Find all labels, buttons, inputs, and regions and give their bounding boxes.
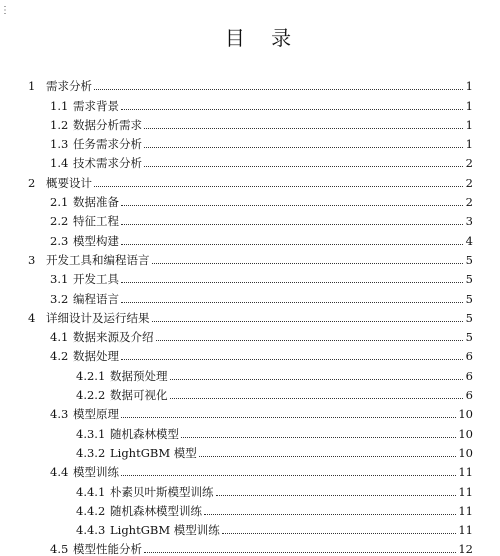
- toc-entry-page-number: 2: [465, 175, 473, 190]
- toc-entry-number: 2.3: [50, 233, 69, 248]
- toc-entry-title: 模型原理: [73, 407, 119, 422]
- toc-entry[interactable]: [28, 132, 473, 151]
- toc-entry[interactable]: [28, 306, 473, 325]
- toc-entry-number: 4.4: [50, 465, 69, 480]
- toc-entry-page-number: 4: [465, 233, 473, 248]
- toc-entry-title: 概要设计: [46, 175, 92, 190]
- toc-entry-page-number: 5: [465, 310, 473, 325]
- toc-entry-page-number: 2: [465, 156, 473, 171]
- toc-entry-number: 4.5: [50, 542, 69, 556]
- toc-entry-number: 4.1: [50, 330, 69, 345]
- toc-entry-number: 4.3.1: [76, 426, 106, 441]
- toc-entry-title: 任务需求分析: [73, 137, 142, 152]
- toc-entry-page-number: 11: [458, 465, 473, 480]
- toc-dot-leader: [170, 379, 464, 380]
- toc-entry-number: 4.4.1: [76, 484, 106, 499]
- toc-dot-leader: [121, 282, 463, 283]
- toc-entry[interactable]: [28, 383, 473, 402]
- toc-entry[interactable]: [28, 151, 473, 170]
- toc-entry-title: 特征工程: [73, 214, 119, 229]
- toc-dot-leader: [121, 417, 456, 418]
- toc-entry-number: 1: [28, 79, 36, 94]
- toc-dot-leader: [216, 495, 457, 496]
- toc-dot-leader: [94, 186, 463, 187]
- toc-entry[interactable]: [28, 93, 473, 112]
- toc-entry-page-number: 1: [465, 117, 473, 132]
- toc-entry-title: 随机森林模型训练: [110, 503, 202, 518]
- toc-entry-page-number: 6: [465, 388, 473, 403]
- toc-entry-number: 1.4: [50, 156, 69, 171]
- toc-entry-title: 数据准备: [73, 195, 119, 210]
- toc-entry-title: 编程语言: [73, 291, 119, 306]
- toc-entry-number: 4.3: [50, 407, 69, 422]
- toc-entry-title: 数据处理: [73, 349, 119, 364]
- toc-entry-number: 3.1: [50, 272, 69, 287]
- toc-entry[interactable]: [28, 228, 473, 247]
- toc-entry-page-number: 11: [458, 503, 473, 518]
- toc-entry-number: 3: [28, 252, 36, 267]
- toc-entry-title: 开发工具和编程语言: [46, 252, 150, 267]
- toc-entry[interactable]: [28, 441, 473, 460]
- toc-dot-leader: [121, 109, 463, 110]
- toc-list: [28, 74, 473, 556]
- toc-entry-page-number: 12: [458, 542, 473, 556]
- toc-entry[interactable]: [28, 286, 473, 305]
- toc-entry[interactable]: [28, 402, 473, 421]
- toc-entry-title: 数据来源及介绍: [73, 330, 154, 345]
- toc-dot-leader: [156, 340, 464, 341]
- toc-entry-number: 2.2: [50, 214, 69, 229]
- toc-dot-leader: [144, 147, 463, 148]
- toc-entry[interactable]: [28, 267, 473, 286]
- toc-entry[interactable]: [28, 74, 473, 93]
- toc-entry[interactable]: [28, 499, 473, 518]
- toc-entry-title: 随机森林模型: [110, 426, 179, 441]
- toc-entry-page-number: 3: [465, 214, 473, 229]
- toc-entry[interactable]: [28, 518, 473, 537]
- toc-entry-title: 模型性能分析: [73, 542, 142, 556]
- toc-dot-leader: [121, 205, 463, 206]
- toc-entry[interactable]: [28, 479, 473, 498]
- toc-entry[interactable]: [28, 113, 473, 132]
- toc-entry-page-number: 5: [465, 330, 473, 345]
- toc-entry-number: 1.1: [50, 98, 69, 113]
- toc-entry-number: 4.4.3: [76, 523, 106, 538]
- toc-dot-leader: [121, 359, 463, 360]
- toc-entry-title: 需求分析: [46, 79, 92, 94]
- toc-entry-page-number: 5: [465, 252, 473, 267]
- toc-entry-page-number: 6: [465, 349, 473, 364]
- toc-entry-page-number: 2: [465, 195, 473, 210]
- toc-entry-page-number: 6: [465, 368, 473, 383]
- toc-entry-page-number: 10: [458, 426, 473, 441]
- toc-entry-page-number: 5: [465, 272, 473, 287]
- toc-entry-title: 技术需求分析: [73, 156, 142, 171]
- toc-dot-leader: [170, 398, 464, 399]
- toc-dot-leader: [121, 244, 463, 245]
- toc-dot-leader: [204, 514, 456, 515]
- toc-dot-leader: [144, 552, 456, 553]
- toc-entry-title: 数据分析需求: [73, 117, 142, 132]
- toc-entry-title: 朴素贝叶斯模型训练: [110, 484, 214, 499]
- toc-entry-number: 2.1: [50, 195, 69, 210]
- toc-dot-leader: [121, 224, 463, 225]
- toc-dot-leader: [152, 321, 464, 322]
- toc-dot-leader: [94, 89, 463, 90]
- toc-entry-number: 4.2.1: [76, 368, 106, 383]
- toc-entry-number: 4.3.2: [76, 445, 106, 460]
- toc-title: 目 录: [224, 26, 302, 50]
- toc-entry-page-number: 11: [458, 523, 473, 538]
- toc-entry-title: 开发工具: [73, 272, 119, 287]
- toc-entry-number: 2: [28, 175, 36, 190]
- toc-entry-title: 数据预处理: [110, 368, 168, 383]
- toc-entry-title: LightGBM 模型训练: [110, 523, 220, 538]
- toc-entry[interactable]: [28, 209, 473, 228]
- toc-entry[interactable]: [28, 344, 473, 363]
- toc-dot-leader: [152, 263, 464, 264]
- toc-dot-leader: [144, 128, 463, 129]
- toc-entry-number: 1.3: [50, 137, 69, 152]
- toc-entry-number: 4.2: [50, 349, 69, 364]
- toc-entry[interactable]: [28, 421, 473, 440]
- toc-entry[interactable]: [28, 537, 473, 556]
- toc-dot-leader: [121, 302, 463, 303]
- toc-entry-page-number: 1: [465, 137, 473, 152]
- toc-entry[interactable]: [28, 363, 473, 382]
- toc-entry-number: 4.4.2: [76, 503, 106, 518]
- toc-entry-number: 1.2: [50, 117, 69, 132]
- toc-entry[interactable]: [28, 460, 473, 479]
- toc-entry-number: 4: [28, 310, 36, 325]
- toc-entry-page-number: 10: [458, 407, 473, 422]
- toc-entry-title: LightGBM 模型: [110, 445, 197, 460]
- toc-entry-title: 数据可视化: [110, 388, 168, 403]
- toc-entry-title: 详细设计及运行结果: [46, 310, 150, 325]
- toc-entry-title: 需求背景: [73, 98, 119, 113]
- toc-dot-leader: [199, 456, 457, 457]
- toc-dot-leader: [222, 533, 457, 534]
- toc-entry[interactable]: [28, 248, 473, 267]
- toc-entry-page-number: 1: [465, 98, 473, 113]
- toc-entry-page-number: 1: [465, 79, 473, 94]
- toc-entry[interactable]: [28, 170, 473, 189]
- toc-entry[interactable]: [28, 190, 473, 209]
- toc-dot-leader: [181, 437, 456, 438]
- toc-entry-page-number: 5: [465, 291, 473, 306]
- toc-entry-number: 3.2: [50, 291, 69, 306]
- toc-entry-number: 4.2.2: [76, 388, 106, 403]
- toc-entry-page-number: 11: [458, 484, 473, 499]
- page-corner-mark: ⋮: [0, 5, 10, 16]
- toc-dot-leader: [121, 475, 456, 476]
- toc-entry-title: 模型训练: [73, 465, 119, 480]
- toc-entry[interactable]: [28, 325, 473, 344]
- toc-entry-page-number: 10: [458, 445, 473, 460]
- toc-dot-leader: [144, 166, 463, 167]
- toc-entry-title: 模型构建: [73, 233, 119, 248]
